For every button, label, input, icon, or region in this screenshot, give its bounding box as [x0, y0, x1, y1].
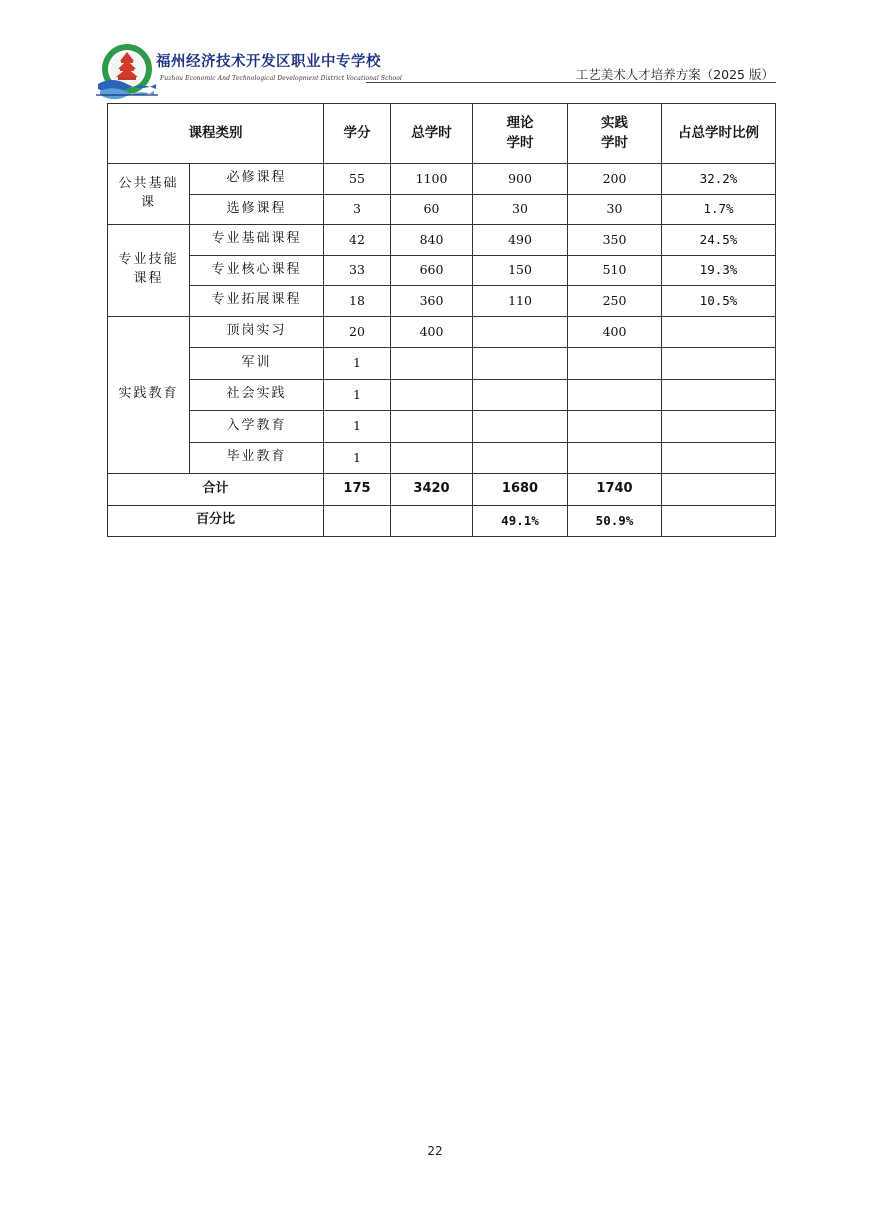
- header-practice-line1: 实践: [601, 114, 628, 131]
- header-credits: 学分: [324, 104, 391, 164]
- category-public-basic: [108, 164, 190, 225]
- course-name: 专业基础课程: [190, 225, 324, 256]
- percent-row: [108, 505, 776, 537]
- course-name: 顶岗实习: [190, 316, 324, 348]
- total-hours-cell: 360: [391, 286, 473, 317]
- course-name: 毕业教育: [190, 442, 324, 474]
- practice-hours-cell: 250: [568, 286, 662, 317]
- table-row: [108, 442, 776, 474]
- course-name: 专业核心课程: [190, 255, 324, 286]
- practice-hours-cell: 200: [568, 164, 662, 195]
- school-name: 福州经济技术开发区职业中专学校: [156, 54, 381, 70]
- curriculum-hours-table: [107, 103, 776, 537]
- ratio-cell: [662, 348, 776, 380]
- table-row: [108, 286, 776, 317]
- total-hours: 3420: [391, 474, 473, 506]
- page-header: [96, 40, 776, 102]
- credits-cell: 20: [324, 316, 391, 348]
- ratio-cell: 24.5%: [662, 225, 776, 256]
- category-label-line2: 课: [140, 195, 156, 210]
- total-label: 合计: [108, 474, 324, 506]
- theory-hours-cell: [473, 379, 568, 411]
- total-row: [108, 474, 776, 506]
- total-theory-hours: 1680: [473, 474, 568, 506]
- theory-hours-cell: [473, 442, 568, 474]
- credits-cell: 3: [324, 194, 391, 225]
- category-label-line1: 专业技能: [118, 252, 179, 268]
- course-name: 必修课程: [190, 164, 324, 195]
- category-practical-education: [108, 316, 190, 474]
- theory-hours-cell: 30: [473, 194, 568, 225]
- practice-hours-cell: [568, 348, 662, 380]
- theory-hours-cell: 490: [473, 225, 568, 256]
- total-hours-cell: [391, 348, 473, 380]
- credits-cell: 1: [324, 348, 391, 380]
- table-row: [108, 164, 776, 195]
- course-name: 选修课程: [190, 194, 324, 225]
- header-practice-line2: 学时: [601, 134, 628, 151]
- header-theory-line2: 学时: [506, 134, 534, 151]
- header-practice-hours: [568, 104, 662, 164]
- table-row: [108, 411, 776, 443]
- credits-cell: 1: [324, 442, 391, 474]
- ratio-cell: 10.5%: [662, 286, 776, 317]
- theory-hours-cell: [473, 411, 568, 443]
- practice-hours-cell: [568, 411, 662, 443]
- total-practice-hours: 1740: [568, 474, 662, 506]
- ratio-cell: 1.7%: [662, 194, 776, 225]
- total-hours-cell: 840: [391, 225, 473, 256]
- ratio-cell: [662, 379, 776, 411]
- header-ratio: 占总学时比例: [662, 104, 776, 164]
- page-number: 22: [427, 1144, 443, 1158]
- category-professional-skills: [108, 225, 190, 317]
- total-hours-cell: [391, 442, 473, 474]
- practice-hours-cell: 510: [568, 255, 662, 286]
- document-title: 工艺美术人才培养方案（2025 版）: [575, 67, 774, 82]
- table-row: [108, 379, 776, 411]
- ratio-cell: [662, 442, 776, 474]
- total-credits: 175: [324, 474, 391, 506]
- category-label-line1: 公共基础: [118, 176, 179, 192]
- course-name: 专业拓展课程: [190, 286, 324, 317]
- theory-hours-cell: 110: [473, 286, 568, 317]
- total-ratio: [662, 474, 776, 506]
- school-name-english: Fuzhou Economic And Technological Development District Vocational School: [160, 75, 402, 82]
- practice-hours-cell: [568, 442, 662, 474]
- header-theory-line1: 理论: [506, 114, 534, 131]
- header-theory-hours: [473, 104, 568, 164]
- theory-hours-cell: 900: [473, 164, 568, 195]
- table-row: [108, 255, 776, 286]
- table-row: [108, 348, 776, 380]
- total-hours-cell: 60: [391, 194, 473, 225]
- practice-hours-cell: 400: [568, 316, 662, 348]
- practice-hours-cell: 30: [568, 194, 662, 225]
- table-row: [108, 225, 776, 256]
- ratio-cell: 19.3%: [662, 255, 776, 286]
- ratio-cell: [662, 411, 776, 443]
- percent-total: [391, 505, 473, 537]
- header-row: [108, 104, 776, 164]
- credits-cell: 42: [324, 225, 391, 256]
- percent-label: 百分比: [108, 505, 324, 537]
- school-logo: [96, 42, 158, 100]
- theory-hours-cell: [473, 348, 568, 380]
- credits-cell: 1: [324, 411, 391, 443]
- total-hours-cell: 660: [391, 255, 473, 286]
- course-name: 社会实践: [190, 379, 324, 411]
- credits-cell: 55: [324, 164, 391, 195]
- total-hours-cell: 1100: [391, 164, 473, 195]
- total-hours-cell: 400: [391, 316, 473, 348]
- credits-cell: 33: [324, 255, 391, 286]
- course-name: 军训: [190, 348, 324, 380]
- credits-cell: 1: [324, 379, 391, 411]
- category-label-line1: 实践教育: [118, 386, 179, 402]
- category-label-line2: 课程: [133, 271, 164, 287]
- ratio-cell: 32.2%: [662, 164, 776, 195]
- credits-cell: 18: [324, 286, 391, 317]
- practice-hours-cell: [568, 379, 662, 411]
- total-hours-cell: [391, 379, 473, 411]
- header-category: 课程类别: [108, 104, 324, 164]
- percent-theory: 49.1%: [473, 505, 568, 537]
- theory-hours-cell: [473, 316, 568, 348]
- total-hours-cell: [391, 411, 473, 443]
- header-total-hours: 总学时: [391, 104, 473, 164]
- percent-practice: 50.9%: [568, 505, 662, 537]
- ratio-cell: [662, 316, 776, 348]
- course-name: 入学教育: [190, 411, 324, 443]
- theory-hours-cell: 150: [473, 255, 568, 286]
- table-row: [108, 194, 776, 225]
- table-row: [108, 316, 776, 348]
- practice-hours-cell: 350: [568, 225, 662, 256]
- percent-credits: [324, 505, 391, 537]
- percent-ratio: [662, 505, 776, 537]
